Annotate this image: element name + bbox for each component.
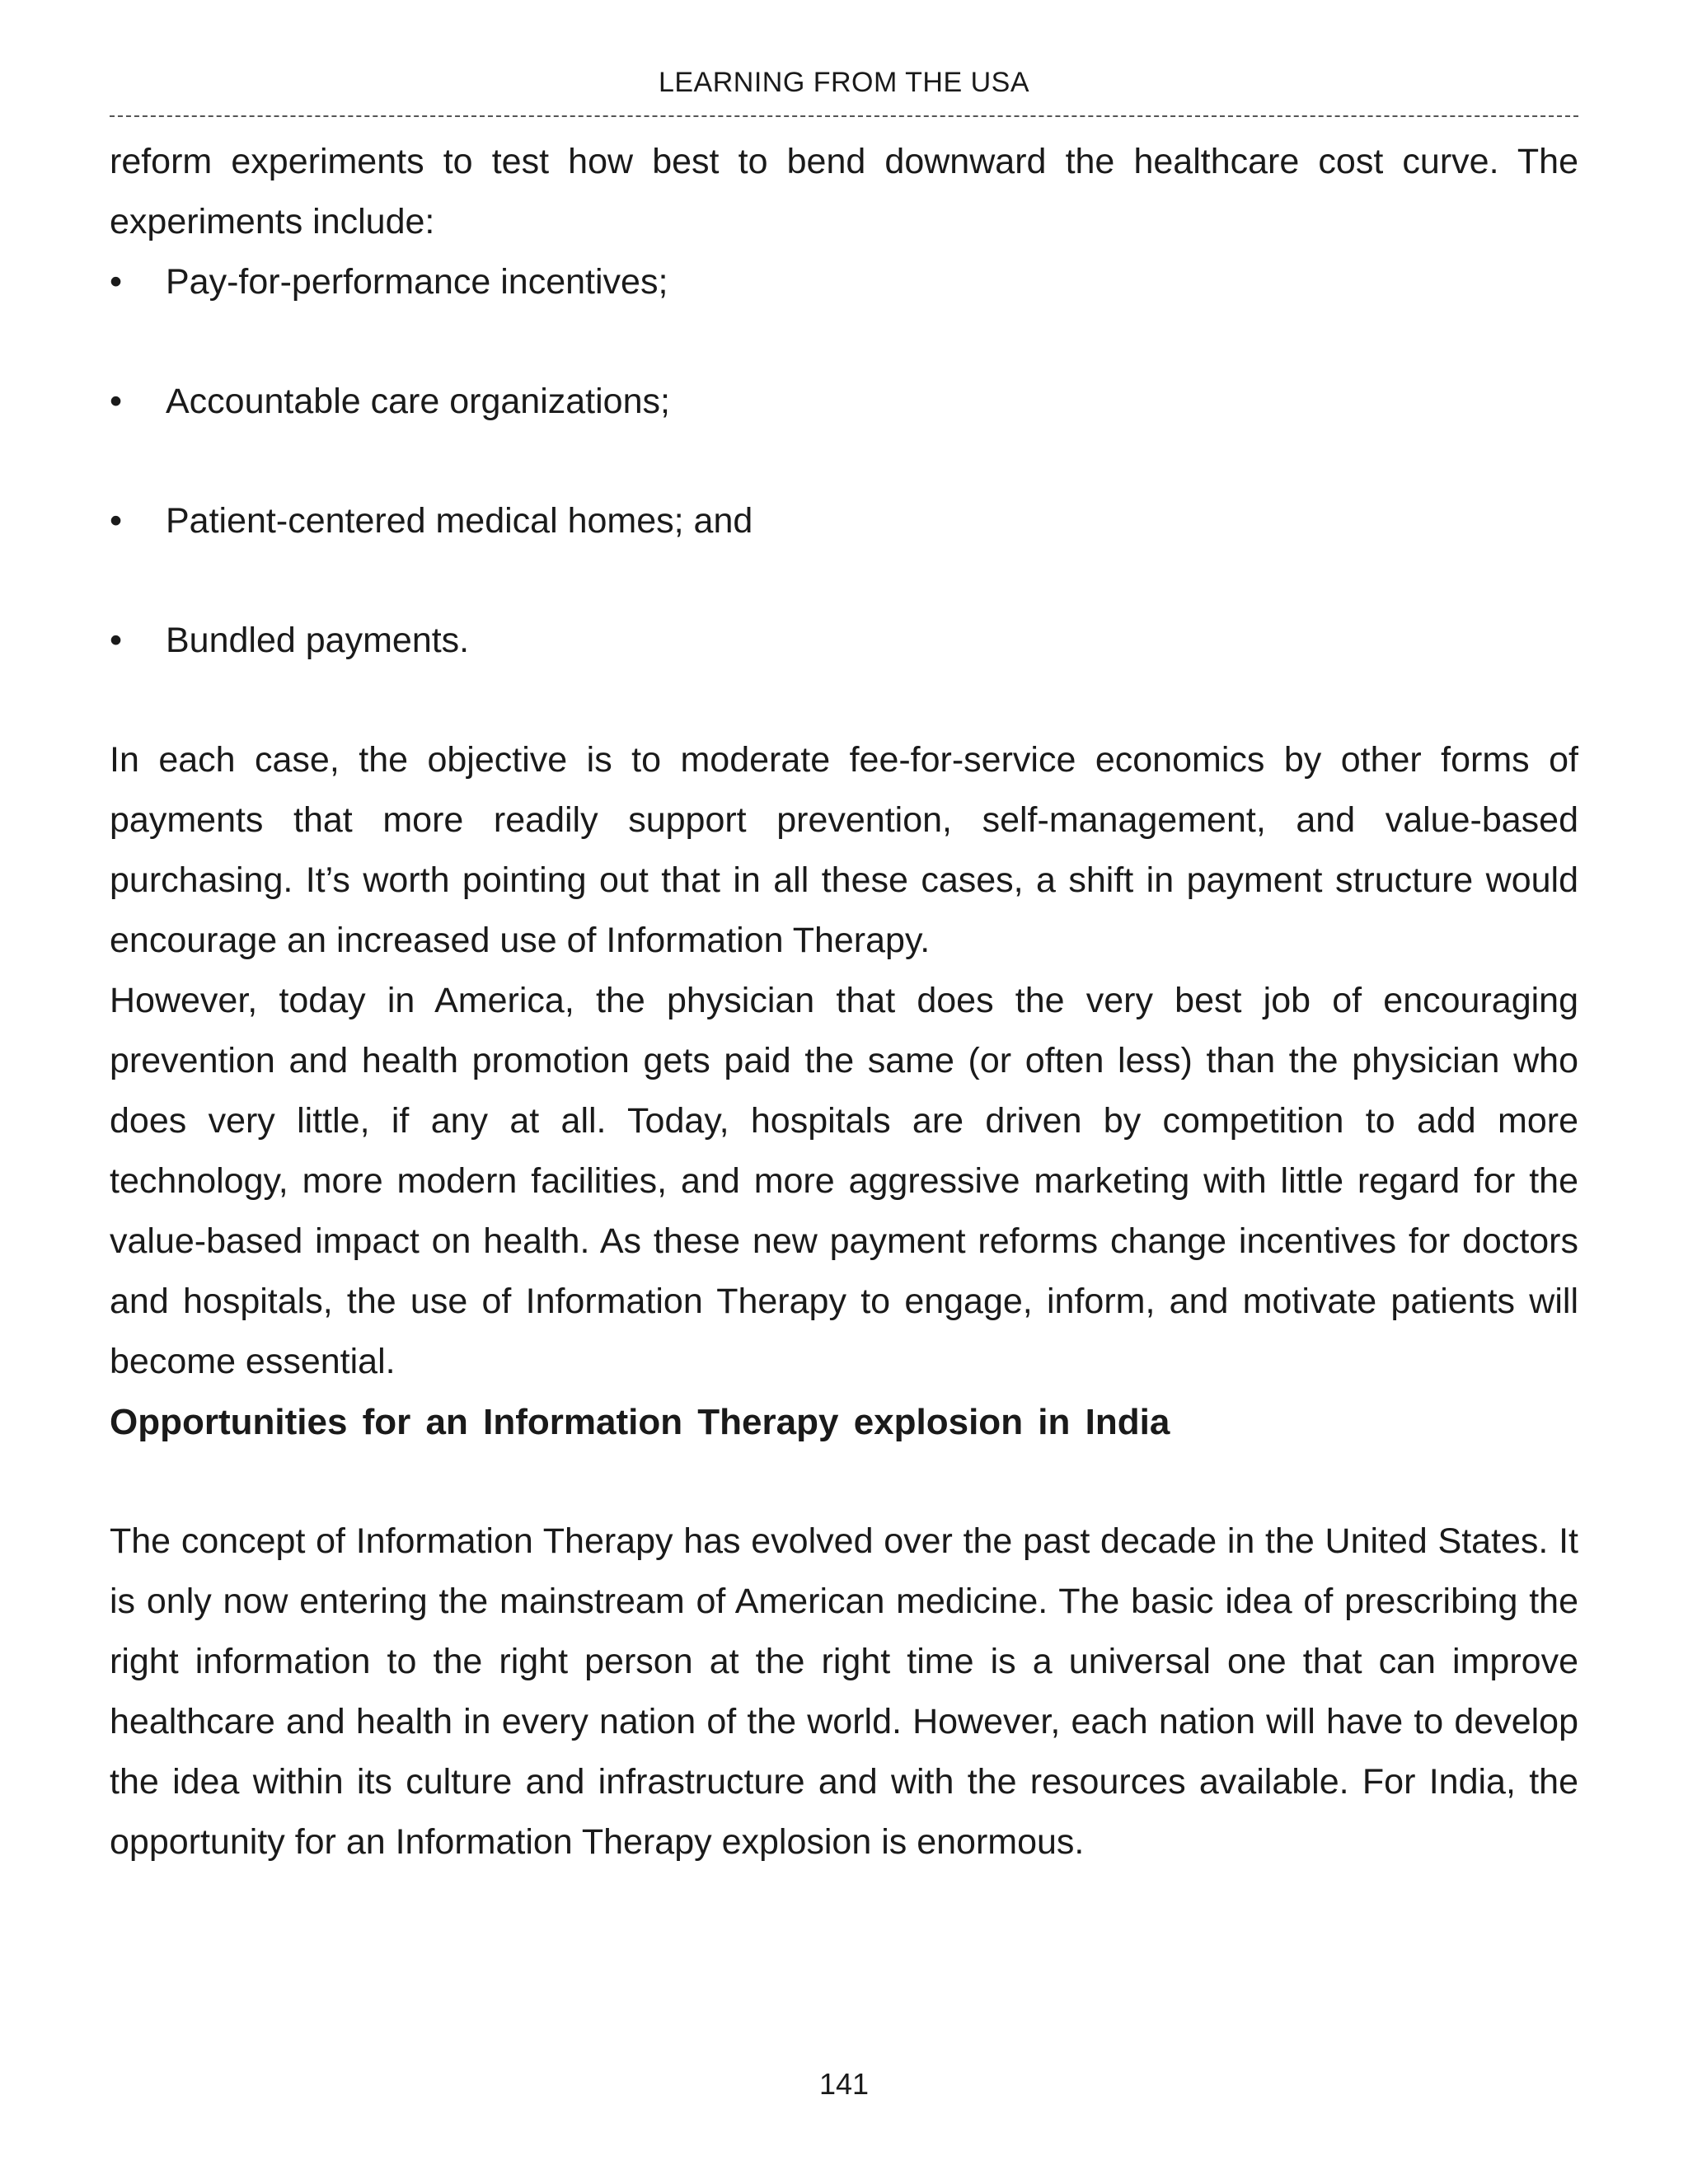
list-item-text: Bundled payments. [166, 621, 470, 660]
list-item-text: Accountable care organizations; [166, 382, 670, 421]
list-item-text: Pay-for-performance incentives; [166, 262, 668, 302]
body-paragraph: In each case, the objective is to moderate fee-for-service economics by other forms of payments that more readily support prevention, self-management, and value-based purchasing. It’s worth pointing out that in all these cases, a shift in payment structure would encourage an increased use of Information Therapy. [110, 740, 1578, 960]
list-item [110, 372, 1578, 432]
page-content [110, 132, 1578, 1872]
header-divider [110, 115, 1578, 117]
section-heading: Opportunities for an Information Therapy explosion in India [110, 1402, 1170, 1442]
list-item [110, 611, 1578, 671]
intro-paragraph: reform experiments to test how best to bend downward the healthcare cost curve. The experiments include: [110, 142, 1578, 241]
list-item-text: Patient-centered medical homes; and [166, 501, 753, 541]
bullet-icon: • [110, 382, 123, 421]
experiments-list [110, 252, 1578, 671]
bullet-icon: • [110, 262, 123, 302]
bullet-icon: • [110, 501, 123, 541]
bullet-icon: • [110, 621, 123, 660]
section-paragraph: The concept of Information Therapy has evolved over the past decade in the United States. It is only now entering the mainstream of American medicine. The basic idea of prescribing the right information to the right person at the right time is a universal one that can improve healthcare and health in every nation of the world. However, each nation will have to develop the idea within its culture and infrastructure and with the resources available. For India, the opportunity for an Information Therapy explosion is enormous. [110, 1521, 1578, 1862]
list-item [110, 252, 1578, 312]
list-item [110, 491, 1578, 551]
body-paragraph: However, today in America, the physician that does the very best job of encouraging prevention and health promotion gets paid the same (or often less) than the physician who does very little, if any at all. Today, hospitals are driven by competition to add more technology, more modern facilities, and more aggressive marketing with little regard for the value-based impact on health. As these new payment reforms change incentives for doctors and hospitals, the use of Information Therapy to engage, inform, and motivate patients will become essential. [110, 981, 1578, 1381]
page-number: 141 [818, 2067, 870, 2101]
running-header: LEARNING FROM THE USA [658, 67, 1030, 98]
